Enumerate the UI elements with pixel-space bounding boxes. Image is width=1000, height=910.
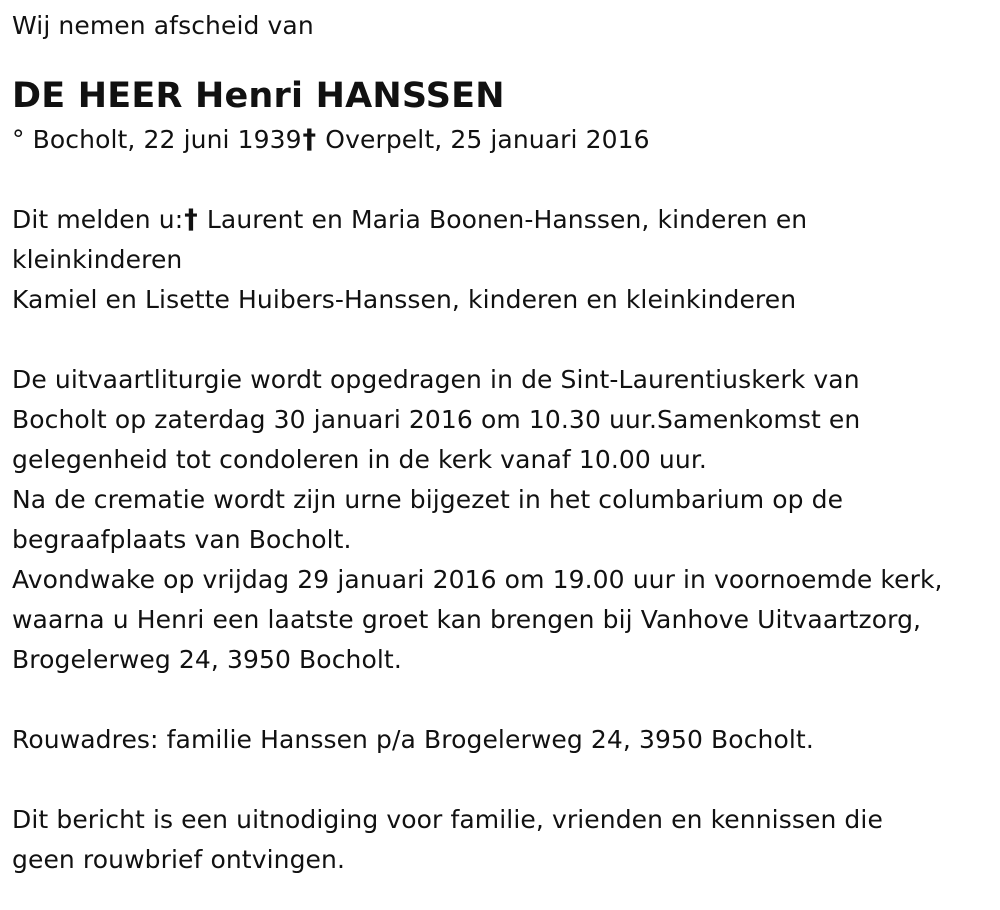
ceremony-line: Bocholt op zaterdag 30 januari 2016 om 10.30 uur.Samenkomst en	[12, 405, 861, 434]
ceremony-section	[12, 360, 992, 680]
death-cross-icon: †	[302, 124, 317, 155]
family-line-1-rest: Laurent en Maria Boonen-Hanssen, kinderen en	[206, 205, 808, 234]
address-section	[12, 720, 992, 760]
family-line-2: kleinkinderen	[12, 245, 183, 274]
birth-text: Bocholt, 22 juni 1939	[32, 125, 302, 154]
ceremony-line: De uitvaartliturgie wordt opgedragen in de Sint-Laurentiuskerk van	[12, 365, 860, 394]
family-cross-icon: †	[184, 204, 198, 235]
intro-text: Wij nemen afscheid van	[12, 11, 314, 40]
closing-section	[12, 800, 992, 880]
closing-line: geen rouwbrief ontvingen.	[12, 845, 346, 874]
family-line-1	[12, 200, 992, 240]
ceremony-line: Brogelerweg 24, 3950 Bocholt.	[12, 645, 402, 674]
ceremony-line: gelegenheid tot condoleren in de kerk vanaf 10.00 uur.	[12, 445, 707, 474]
family-line-3: Kamiel en Lisette Huibers-Hanssen, kinderen en kleinkinderen	[12, 285, 797, 314]
ceremony-line: Na de crematie wordt zijn urne bijgezet in het columbarium op de	[12, 485, 844, 514]
obituary-notice	[12, 0, 992, 880]
family-lead: Dit melden u:	[12, 205, 184, 234]
ceremony-line: begraafplaats van Bocholt.	[12, 525, 352, 554]
ceremony-line: waarna u Henri een laatste groet kan brengen bij Vanhove Uitvaartzorg,	[12, 605, 922, 634]
ceremony-line: Avondwake op vrijdag 29 januari 2016 om 19.00 uur in voornoemde kerk,	[12, 565, 943, 594]
life-dates	[12, 120, 992, 160]
mourning-address: Rouwadres: familie Hanssen p/a Brogelerweg 24, 3950 Bocholt.	[12, 725, 814, 754]
family-section	[12, 200, 992, 320]
death-text: Overpelt, 25 januari 2016	[325, 125, 650, 154]
closing-line: Dit bericht is een uitnodiging voor familie, vrienden en kennissen die	[12, 805, 883, 834]
deceased-name: DE HEER Henri HANSSEN	[12, 76, 505, 116]
birth-mark: °	[12, 125, 25, 154]
